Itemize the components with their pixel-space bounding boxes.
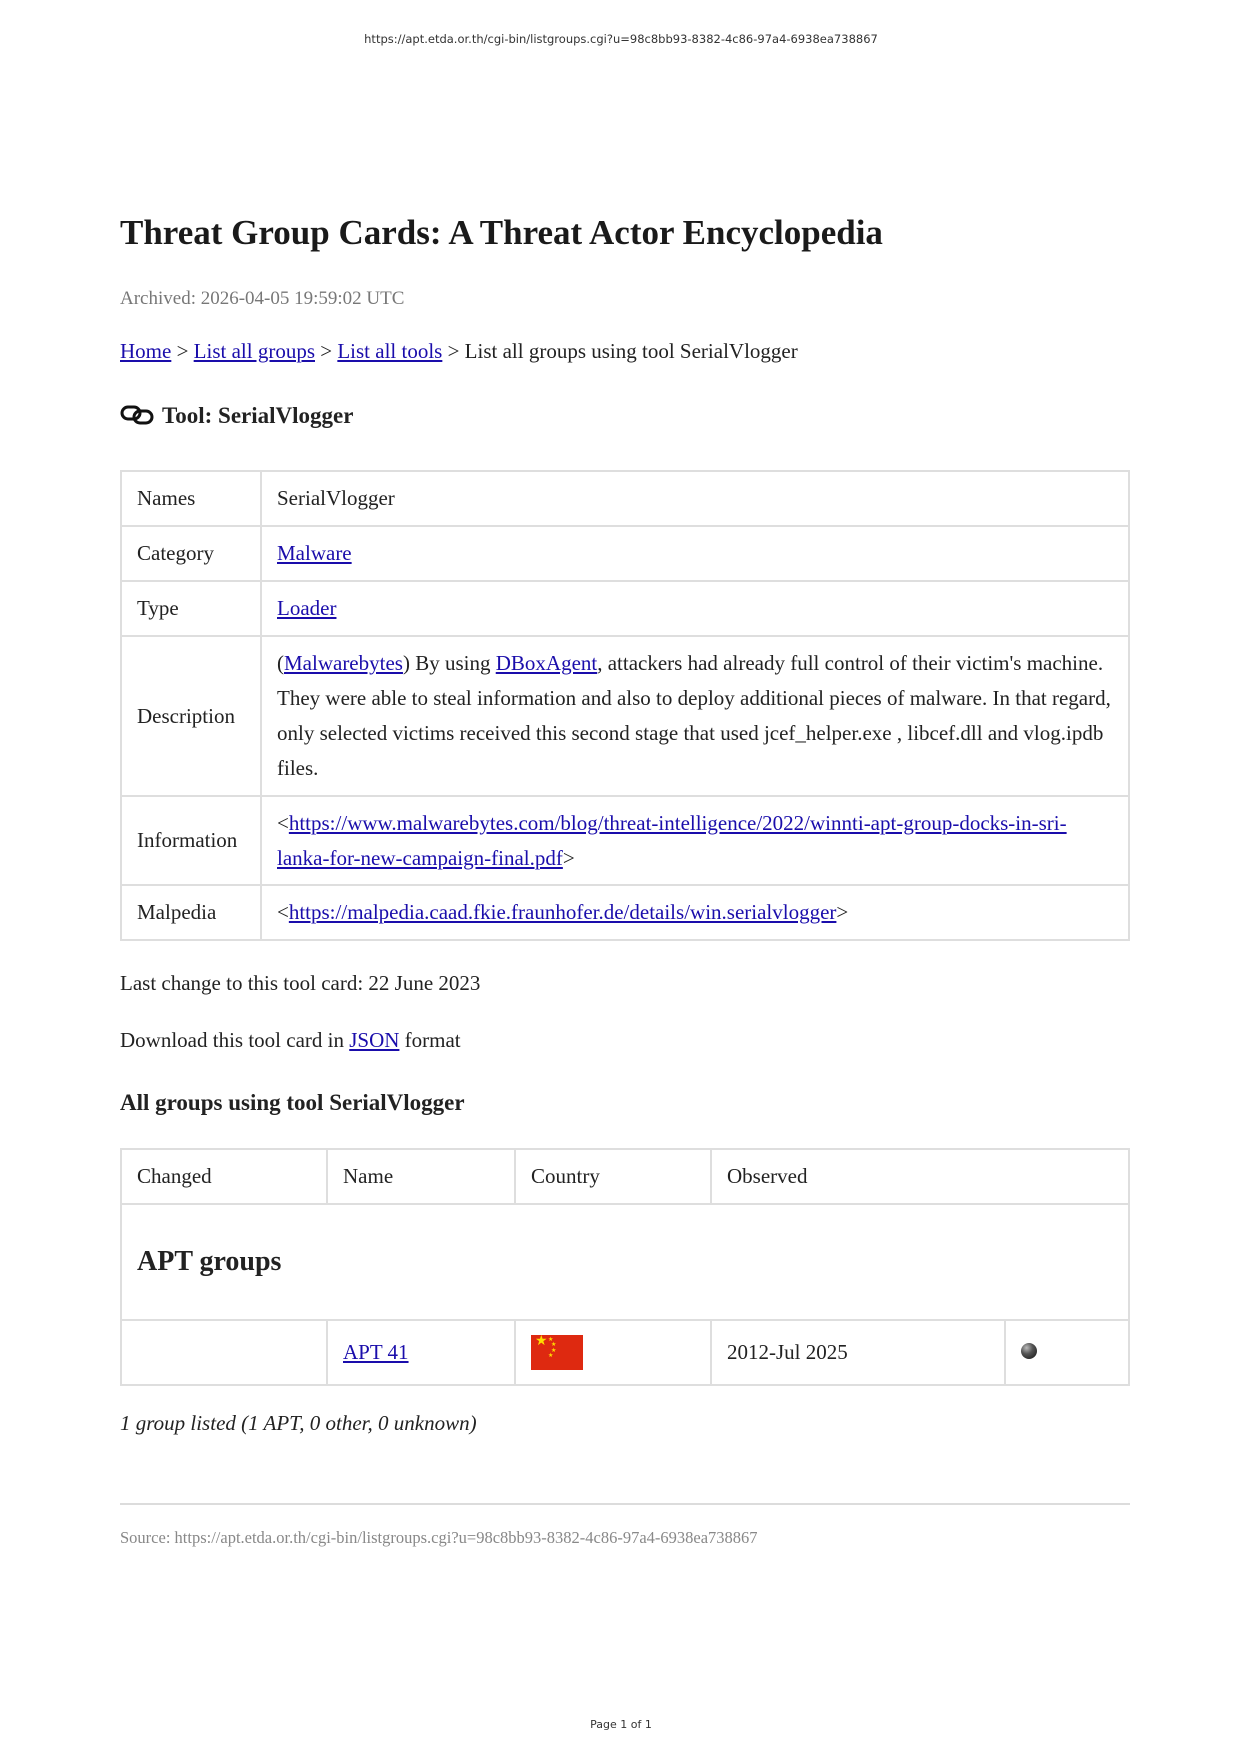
names-value: SerialVlogger xyxy=(261,471,1129,526)
section-row xyxy=(121,1204,1129,1320)
table-row xyxy=(121,885,1129,940)
table-row xyxy=(121,636,1129,796)
tool-heading-text: Tool: SerialVlogger xyxy=(162,403,354,428)
table-row xyxy=(121,581,1129,636)
black-ball-icon xyxy=(1021,1343,1037,1359)
breadcrumb-separator: > xyxy=(315,339,338,363)
groups-table xyxy=(120,1148,1130,1386)
angle-bracket: < xyxy=(277,900,289,924)
status-cell xyxy=(1005,1320,1129,1385)
table-row xyxy=(121,526,1129,581)
table-row xyxy=(121,796,1129,885)
breadcrumb-groups-link[interactable]: List all groups xyxy=(193,339,315,363)
category-value xyxy=(261,526,1129,581)
information-key: Information xyxy=(121,796,261,885)
description-text: ) By using xyxy=(402,651,496,675)
information-value xyxy=(261,796,1129,885)
group-link-apt41[interactable]: APT 41 xyxy=(343,1340,409,1364)
observed-cell: 2012-Jul 2025 xyxy=(711,1320,1005,1385)
column-header-changed: Changed xyxy=(121,1149,327,1204)
type-key: Type xyxy=(121,581,261,636)
groups-summary: 1 group listed (1 APT, 0 other, 0 unknown) xyxy=(120,1411,477,1435)
download-text xyxy=(120,1028,461,1053)
dboxagent-link[interactable]: DBoxAgent xyxy=(495,651,598,675)
groups-heading: All groups using tool SerialVlogger xyxy=(120,1090,465,1115)
names-key: Names xyxy=(121,471,261,526)
changed-cell xyxy=(121,1320,327,1385)
table-row xyxy=(121,1320,1129,1385)
page-title: Threat Group Cards: A Threat Actor Encyclopedia xyxy=(120,213,883,252)
tool-heading xyxy=(120,403,353,429)
breadcrumb-home-link[interactable]: Home xyxy=(120,339,172,363)
print-header-url: https://apt.etda.or.th/cgi-bin/listgroups.cgi?u=98c8bb93-8382-4c86-97a4-6938ea738867 xyxy=(364,32,878,46)
page-number: Page 1 of 1 xyxy=(590,1718,652,1731)
breadcrumb-current: > List all groups using tool SerialVlogger xyxy=(442,339,798,363)
description-value xyxy=(261,636,1129,796)
malpedia-key: Malpedia xyxy=(121,885,261,940)
description-paren: ( xyxy=(277,651,284,675)
breadcrumb xyxy=(120,339,798,364)
table-header-row xyxy=(121,1149,1129,1204)
column-header-name: Name xyxy=(327,1149,515,1204)
column-header-country: Country xyxy=(515,1149,711,1204)
china-flag-icon: ★ ★ ★ ★ ★ xyxy=(531,1335,583,1370)
category-key: Category xyxy=(121,526,261,581)
json-download-link[interactable]: JSON xyxy=(349,1028,400,1052)
country-cell xyxy=(515,1320,711,1385)
download-suffix: format xyxy=(399,1028,461,1052)
tool-info-table xyxy=(120,470,1130,941)
last-change-text: Last change to this tool card: 22 June 2023 xyxy=(120,971,481,995)
archived-timestamp: Archived: 2026-04-05 19:59:02 UTC xyxy=(120,288,405,309)
angle-bracket: < xyxy=(277,810,289,835)
description-key: Description xyxy=(121,636,261,796)
malpedia-link[interactable]: https://malpedia.caad.fkie.fraunhofer.de/details/win.serialvlogger xyxy=(288,900,837,924)
divider xyxy=(120,1503,1130,1505)
breadcrumb-separator: > xyxy=(171,339,194,363)
breadcrumb-tools-link[interactable]: List all tools xyxy=(337,339,443,363)
description-text: , attackers had already full control of their victim's machine. They were able to steal information and also to deploy additional pieces of malware. In that regard, only selected victims received this second stage that used jcef_helper.exe , libcef.dll and vlog.ipdb files. xyxy=(277,651,1111,780)
source-url: Source: https://apt.etda.or.th/cgi-bin/listgroups.cgi?u=98c8bb93-8382-4c86-97a4-6938ea738867 xyxy=(120,1528,758,1547)
information-link[interactable]: https://www.malwarebytes.com/blog/threat-intelligence/2022/winnti-apt-group-docks-in-sri-lanka-for-new-campaign-final.pdf xyxy=(277,810,1067,870)
name-cell xyxy=(327,1320,515,1385)
link-icon xyxy=(120,405,156,425)
malpedia-value xyxy=(261,885,1129,940)
category-link[interactable]: Malware xyxy=(277,541,352,565)
section-title-apt-groups: APT groups xyxy=(121,1204,1129,1320)
download-prefix: Download this tool card in xyxy=(120,1028,350,1052)
column-header-observed: Observed xyxy=(711,1149,1129,1204)
angle-bracket: > xyxy=(836,900,849,924)
table-row xyxy=(121,471,1129,526)
type-link[interactable]: Loader xyxy=(277,596,337,620)
description-source-link[interactable]: Malwarebytes xyxy=(284,651,403,675)
angle-bracket: > xyxy=(562,845,575,870)
type-value xyxy=(261,581,1129,636)
